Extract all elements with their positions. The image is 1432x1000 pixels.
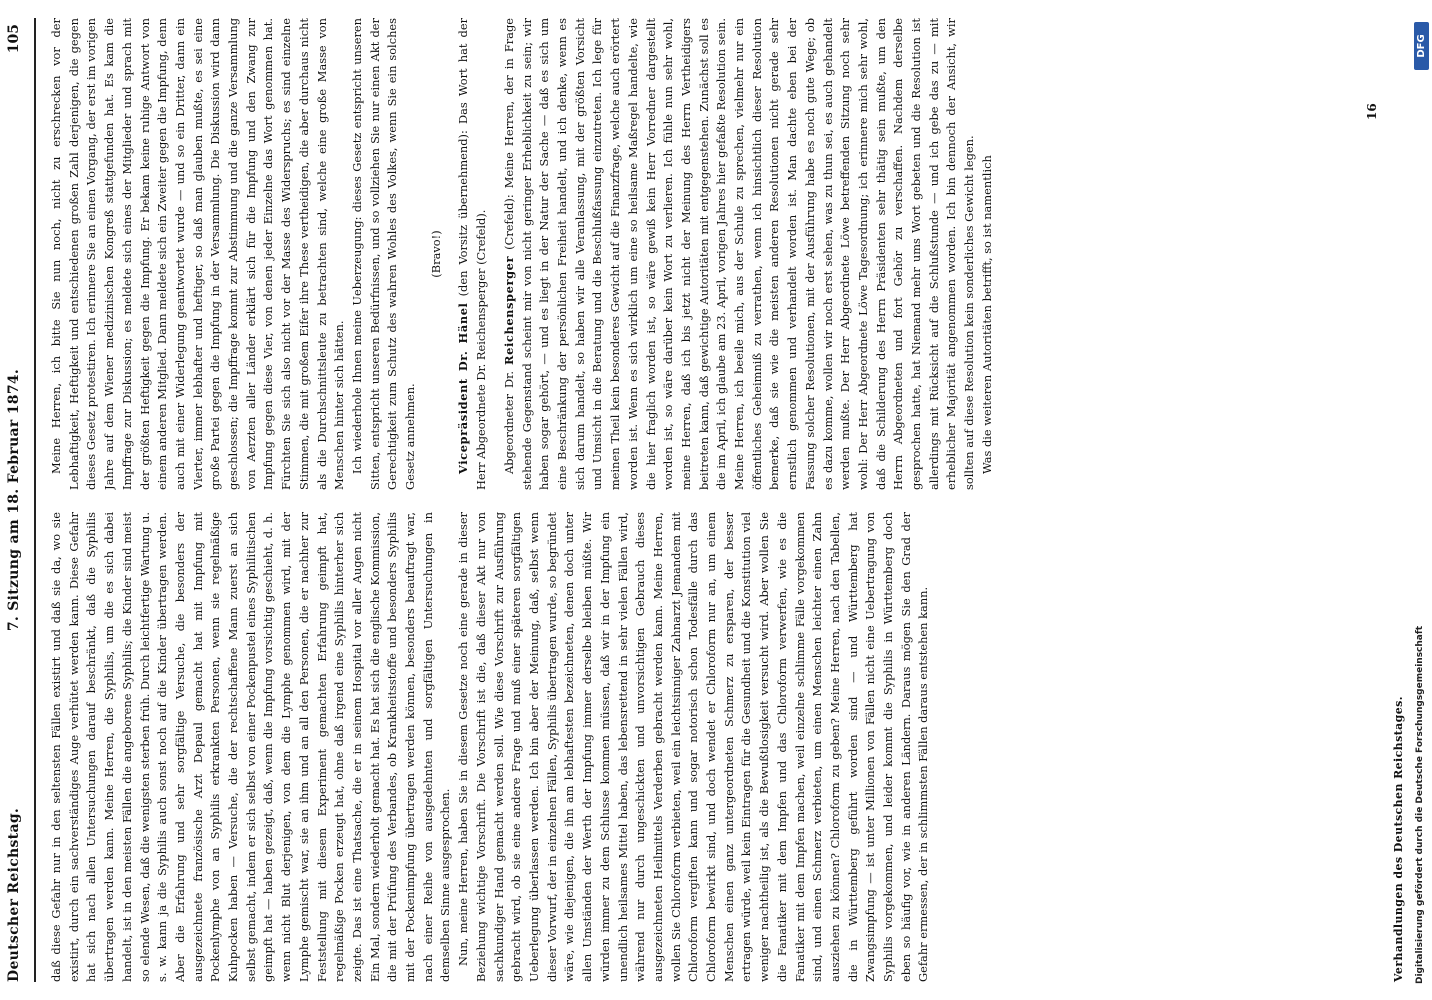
footer-note: Verhandlungen des Deutschen Reichstages.	[1392, 696, 1405, 982]
applause-note: (Bravo!)	[428, 230, 443, 278]
header-publication: Deutscher Reichstag.	[6, 807, 22, 982]
paragraph: daß diese Gefahr nur in den seltensten Fällen existirt und daß sie da, wo sie existirt, durch ein sachverständiges Auge verhütet werden kann. Diese Gefahr hat sich nach allen Untersuchungen darauf beschränkt, daß die Syphilis übertragen werden kann. Meine Herren, die Syphilis, um die es sich dabei handelt, ist in den meisten Fällen die angeborene Syphilis; die Kinder sind meist so elende Wesen, daß die wenigsten sterben früh. Durch leichtfertige Wartung u. s. w. kann ja die Syphilis auch sonst noch auf die Kinder übertragen werden. Aber die Erfahrung und sehr sorgfältige Versuche, die besonders der ausgezeichnete französische Arzt Depaul gemacht hat mit Impfung mit Pockenlymphe von an Syphilis erkrankten Personen, wenn sie regelmäßige Kuhpocken haben — Versuche, die der rechtschaffene Mann zuerst an sich selbst gemacht, indem er sich selbst von einer Pockenpustel eines Syphilitischen geimpft hat — haben gezeigt, daß, wenn die Impfung vorsichtig geschieht, d. h. wenn nicht Blut derjenigen, von dem die Lymphe genommen wird, mit der Lymphe gemischt war, sie an ihm und an all den Personen, die er nachher zur Feststellung mit diesem Experiment gemachten Erfahrung geimpft hat, regelmäßige Pocken erzeugt hat, ohne daß irgend eine Syphilis hinterher sich zeigte. Das ist eine Thatsache, die er in seinem Hospital vor aller Augen nicht Ein Mal, sondern wiederholt gemacht hat. Es hat sich die englische Kommission, die mit der Prüfung des Verbandes, ob Krankheitsstoffe und besonders Syphilis mit der Pockenimpfung übertragen werden können, besonders beauftragt war, nach einer Reihe von ausgedehnten und sorgfältigen Untersuchungen in demselben Sinne ausgesprochen.	[49, 512, 453, 982]
paragraph: Was die weiteren Autoritäten betrifft, so ist namentlich	[979, 155, 994, 474]
page-header	[0, 18, 36, 982]
sidebar-credit: Digitalisierung gefördert durch die Deutsche Forschungsgemeinschaft	[1415, 625, 1425, 984]
speaker-paragraph	[455, 18, 490, 490]
speaker-name: Reichensperger	[501, 255, 516, 365]
signature-mark: 16	[1365, 103, 1379, 120]
page-number: 105	[6, 24, 22, 54]
speaker-name: Vicepräsident Dr. Hänel	[456, 302, 471, 474]
header-session: 7. Sitzung am 18. Februar 1874.	[6, 368, 22, 632]
paragraph: Meine Herren, ich bitte Sie nun noch, nicht zu erschrecken vor der Lebhaftigkeit, Heftigkeit und entschiedenen großen Zahl derjenigen, die gegen dieses Gesetz protestiren. Ich erinnere Sie an einen Vorgang, der erst im vorigen Jahre auf dem Wiener medizinischen Kongreß stattgefunden hat. Es kam die Impffrage zur Diskussion; es meldete sich eines der Mitglieder und sprach mit der größten Heftigkeit gegen die Impfung. Er bekam keine ruhige Antwort von einem anderen Mitglied. Dann meldete sich ein Zweiter gegen die Impfung, denn auch mit einer Widerlegung geantwortet wurde — und so ein Dritter, dann ein Vierter, immer lebhafter und heftiger, so daß man glauben mußte, es sei eine große Partei gegen die Impfung in der Versammlung. Die Diskussion wird dann geschlossen; die Impffrage kommt zur Abstimmung und die ganze Versammlung von Aerzten aller Länder erklärt sich für die Impfung und den Zwang zur Impfung gegen diese Vier, von denen jeder Einzelne das Wort genommen hat. Fürchten Sie sich also nicht vor der Masse des Widerspruchs; es sind einzelne Stimmen, die mit großem Eifer ihre These vertheidigen, die aber durchaus nicht als die Durchschnittsleute zu betrachten sind, welche eine große Masse von Menschen hinter sich hätten.	[49, 18, 347, 490]
paragraph: Nun, meine Herren, haben Sie in diesem Gesetze noch eine gerade in dieser Beziehung wichtige Vorschrift. Die Vorschrift ist die, daß dieser Akt nur von sachkundiger Hand gemacht werden soll. Wie diese Vorschrift zur Ausführung gebracht wird, ob sie eine andere Frage und muß einer späteren sorgfältigen Ueberlegung überlassen werden. Ich bin aber der Meinung, daß, selbst wenn dieser Vorwurf, der in einzelnen Fällen, Syphilis übertragen wurde, so begründet wäre, wie diejenigen, die ihn am lebhaftesten bezeichneten, denen doch unter allen Umständen der Werth der Impfung immer derselbe bleiben müßte. Wir würden immer zu dem Schlusse kommen müssen, daß wir in der Impfung ein unendlich heilsames Mittel haben, das lebensrettend in sehr vielen Fällen wird, während nur durch ungeschickten und unvorsichtigen Gebrauch dieses ausgezeichneten Heilmittels Verderben gebracht werden kann. Meine Herren, wollen Sie Chloroform verbieten, weil ein leichtsinniger Zahnarzt Jemandem mit Chloroform vergiften kann und sogar notorisch schon Todesfälle durch das Chloroform bewirkt sind, und doch wendet er Chloroform nur an, um einem Menschen einen ganz untergeordneten Schmerz zu ersparen, der besser ertragen würde, weil kein Eintragen für die Gesundheit und die Konstitution viel weniger nachtheilig ist, als die Bewußtlosigkeit versucht wird. Aber wollen Sie die Fanatiker mit dem Impfen und das Chloroform verwerfen, wie es die Fanatiker mit dem Impfen machen, weil einzelne schlimme Fälle vorgekommen sind, und einen Schmerz verbieten, um einen Menschen leichter einen Zahn ausziehen zu können? Chloroform zu geben? Meine Herren, nach den Tabellen, die in Württemberg geführt worden sind — und Württemberg hat Zwangsimpfung — ist unter Millionen von Fällen nicht eine Uebertragung von Syphilis vorgekommen, und leider kommt die Syphilis in Württemberg doch eben so häufig vor, wie in anderen Ländern. Daraus mögen Sie den Grad der Gefahr ermessen, der in schlimmsten Fällen daraus entstehen kann.	[456, 512, 931, 982]
dfg-logo: DFG	[1414, 22, 1429, 70]
speaker-role: Abgeordneter Dr.	[501, 371, 516, 474]
speaker-note: (den Vorsitz übernehmend):	[456, 130, 471, 297]
right-column	[48, 18, 1378, 490]
paragraph: Ich wiederhole Ihnen meine Ueberzeugung: dieses Gesetz entspricht unseren Sitten, entspricht unseren Bedürfnissen, und so vollziehen Sie nur einen Akt der Gerechtigkeit zum Schutz des wahren Wohles des Volkes, wenn Sie ein solches Gesetz annehmen.	[349, 18, 418, 490]
left-column	[48, 512, 1378, 982]
speaker-text: Das Wort hat der Herr Abgeordnete Dr. Reichensperger (Crefeld).	[456, 18, 489, 490]
sidebar-rotated	[1412, 0, 1432, 1000]
speaker-paragraph	[501, 18, 979, 490]
speaker-text: (Crefeld): Meine Herren, der in Frage stehende Gegenstand scheint mir von nicht geringer Erheblichkeit zu sein; wir haben sogar gehört, — und es liegt in der Natur der Sache — daß es sich um eine Beschränkung der persönlichen Freiheit handelt, und ich denke, wenn es sich darum handelt, so haben wir alle Veranlassung, mit der größten Vorsicht und Umsicht in die Beratung und die Beschlußfassung einzutreten. Ich lege für meinen Theil kein besonderes Gewicht auf die Finanzfrage, welche auch erörtert worden ist. Wenn es sich wirklich um eine so heilsame Maßregel handelte, wie die hier fraglich worden ist, so wäre gewiß kein Herr Vorredner dargestellt worden ist, so wäre darüber kein Wort zu verlieren. Ich fühle nun sehr wohl, meine Herren, daß ich bis jetzt nicht der Meinung des Herrn Vertheidigers beitreten kann, daß gewichtige Autoritäten mit entgegenstehen. Zunächst soll es die im April, ich glaube am 23. April, vorigen Jahres hier gefaßte Resolution sein. Meine Herren, ich beeile mich, aus der Schule zu sprechen, vielmehr nur ein öffentliches Geheimniß zu verrathen, wenn ich hinsichtlich dieser Resolution bemerke, daß sie wie die meisten anderen Resolutionen nicht gerade sehr ernstlich genommen und verhandelt worden ist. Man dachte eben bei der Fassung solcher Resolutionen, mit der Ausführung habe es noch gute Wege; ob es dazu komme, wollen wir noch erst sehen, was zu thun sei, es auch gehandelt werden mußte. Der Herr Abgeordnete Löwe betreffenden Sitzung noch sehr wohl: Der Herr Abgeordnete Löwe Tagesordnung; ich erinnere mich sehr wohl, daß die Schilderung des Herrn Präsidenten sehr thätig sein mußte, um den Herrn Abgeordneten und fort Gehör zu verschaffen. Nachdem derselbe gesprochen hatte, hat Niemand mehr ums Wort gebeten und die Resolution ist allerdings mit Rücksicht auf die Schlußstunde — und ich gebe das zu — mit erheblicher Majorität angenommen worden. Ich bin dennoch der Ansicht, wir sollten auf diese Resolution kein sonderliches Gewicht legen.	[501, 18, 977, 490]
header-rule	[34, 18, 36, 982]
digitization-sidebar	[1412, 0, 1432, 1000]
